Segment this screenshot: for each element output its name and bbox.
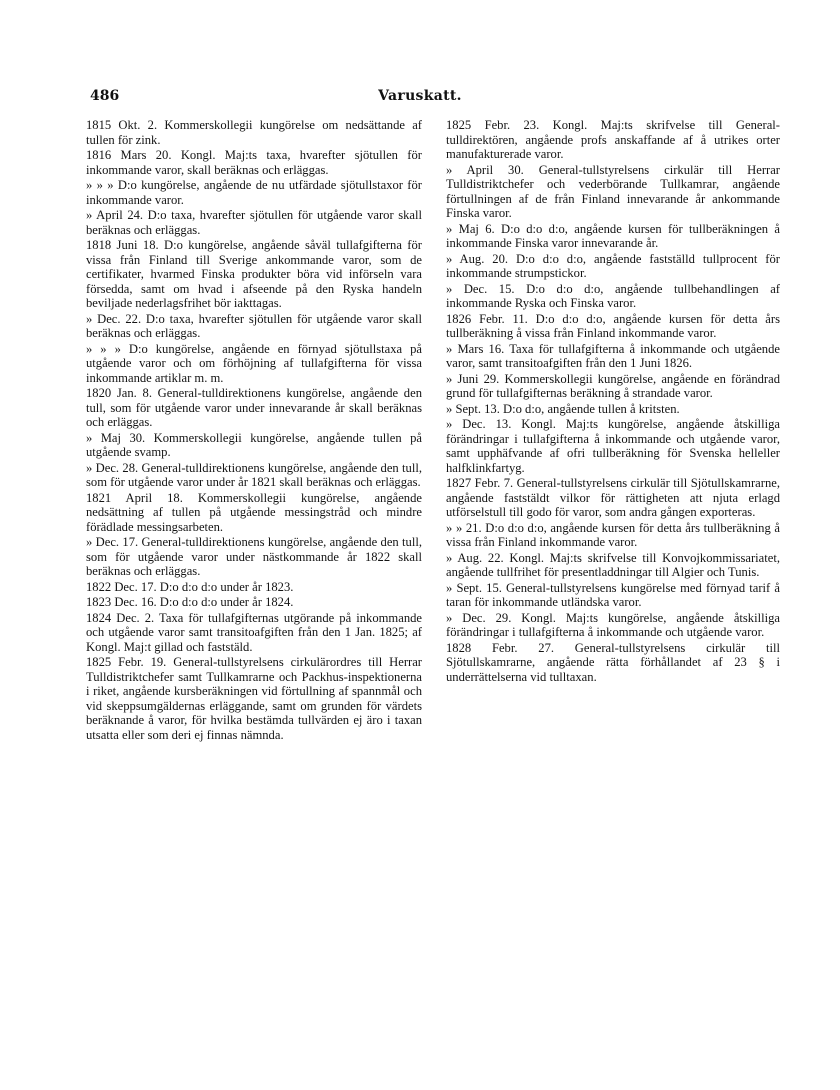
entry: 1824 Dec. 2. Taxa för tullafgifternas utgörande på inkommande och utgående varor samt transitoafgiften från den 1 Jan. 1825; af Kongl. Maj:t gillad och faststäld. <box>86 610 422 654</box>
entry: » Aug. 20. D:o d:o d:o, angående fastställd tullprocent för inkommande strumpstickor. <box>446 251 780 280</box>
entry: » » » D:o kungörelse, angående en förnyad sjötullstaxa på utgående varor och om förhöjning af tullafgifterna för vissa inkommande artiklar m. m. <box>86 341 422 385</box>
entry: » April 30. General-tullstyrelsens cirkulär till Herrar Tulldistriktchefer och vederbörande Tullkamrar, angående förtullningen af de från Finland innevarande år ankommande Finska varor. <box>446 162 780 220</box>
entry: 1827 Febr. 7. General-tullstyrelsens cirkulär till Sjötullskamrarne, angående faststäldt vilkor för rättigheten att njuta erlagd utförselstull till godo för varor, som andra gången exporteras. <box>446 476 780 519</box>
running-title: Varuskatt. <box>378 88 462 104</box>
entry: » Dec. 22. D:o taxa, hvarefter sjötullen för utgående varor skall beräknas och erläggas. <box>86 311 422 340</box>
entry: » Maj 6. D:o d:o d:o, angående kursen för tullberäkningen å inkommande Finska varor innevarande år. <box>446 221 780 250</box>
entry: » Sept. 13. D:o d:o, angående tullen å kritsten. <box>446 401 680 416</box>
left-column <box>86 118 422 743</box>
page-header <box>90 88 750 110</box>
entry: 1822 Dec. 17. D:o d:o d:o under år 1823. <box>86 579 294 594</box>
entry: » Mars 16. Taxa för tullafgifterna å inkommande och utgående varor, samt transitoafgiften från den 1 Juni 1826. <box>446 341 780 370</box>
entry: 1815 Okt. 2. Kommerskollegii kungörelse om nedsättande af tullen för zink. <box>86 118 422 147</box>
entry: » Dec. 28. General-tulldirektionens kungörelse, angående den tull, som för utgående varor under år 1821 skall beräknas och erläggas. <box>86 460 422 489</box>
entry: » Sept. 15. General-tullstyrelsens kungörelse med förnyad tarif å taran för inkommande utländska varor. <box>446 580 780 609</box>
entry: 1816 Mars 20. Kongl. Maj:ts taxa, hvarefter sjötullen för inkommande varor, skall beräknas och erläggas. <box>86 148 422 177</box>
right-column <box>446 118 780 685</box>
entry: 1823 Dec. 16. D:o d:o d:o under år 1824. <box>86 595 294 609</box>
entry: » » » D:o kungörelse, angående de nu utfärdade sjötullstaxor för inkommande varor. <box>86 178 422 207</box>
entry: 1818 Juni 18. D:o kungörelse, angående såväl tullafgifterna för vissa från Finland till Sverige ankommande varor, som de certifikater, hvarmed Finska produkter böra vid införseln vara försedda, samt om hvad i afseende på den Ryska handeln beviljade nederlagsfrihet bör iakttagas. <box>86 238 422 310</box>
entry: 1821 April 18. Kommerskollegii kungörelse, angående nedsättning af tullen på utgående messingstråd och mindre förädlade messingsarbeten. <box>86 490 422 534</box>
entry: » Dec. 15. D:o d:o d:o, angående tullbehandlingen af inkommande Ryska och Finska varor. <box>446 281 780 310</box>
entry: » April 24. D:o taxa, hvarefter sjötullen för utgående varor skall beräknas och erläggas. <box>86 208 422 237</box>
entry: 1826 Febr. 11. D:o d:o d:o, angående kursen för detta års tullberäkning å vissa från Finland inkommande varor. <box>446 311 780 340</box>
entry: » Aug. 22. Kongl. Maj:ts skrifvelse till Konvojkommissariatet, angående tullfrihet för presentladdningar till Algier och Tunis. <box>446 550 780 579</box>
entry: 1825 Febr. 19. General-tullstyrelsens cirkulärordres till Herrar Tulldistriktchefer samt Tullkamrarne och Packhus-inspektionerna i riket, angående kursberäkningen vid förtullning af spannmål och vid skeppsumgäldernas erläggande, samt om grunden för värdets beräknande å varor, för hvilka bestämda tullvärden ej äro i taxan utsatta eller som deri ej finnas nämnda. <box>86 655 422 742</box>
entry: » Dec. 29. Kongl. Maj:ts kungörelse, angående åtskilliga förändringar i tullafgifterna å inkommande och utgående varor. <box>446 610 780 639</box>
entry: » Maj 30. Kommerskollegii kungörelse, angående tullen på utgående svamp. <box>86 430 422 459</box>
entry: » » 21. D:o d:o d:o, angående kursen för detta års tullberäkning å vissa från Finland inkommande varor. <box>446 520 780 549</box>
entry: 1820 Jan. 8. General-tulldirektionens kungörelse, angående den tull, som för utgående varor under innevarande år skall beräknas och erläggas. <box>86 386 422 429</box>
entry: » Juni 29. Kommerskollegii kungörelse, angående en förändrad grund för tullafgifternas beräkning å strandade varor. <box>446 371 780 400</box>
entry: » Dec. 17. General-tulldirektionens kungörelse, angående den tull, som för utgående varor under nästkommande år 1822 skall beräknas och erläggas. <box>86 535 422 578</box>
page-number: 486 <box>90 88 120 104</box>
entry: » Dec. 13. Kongl. Maj:ts kungörelse, angående åtskilliga förändringar i tullafgifterna å inkommande och utgående varor, samt upphäfvande af ofri tullberäkning för Svenska helleller halfklinkfartyg. <box>446 417 780 475</box>
entry: 1825 Febr. 23. Kongl. Maj:ts skrifvelse till General-tulldirektören, angående profs anskaffande af å utrikes orter manufakturerade varor. <box>446 118 780 161</box>
entry: 1828 Febr. 27. General-tullstyrelsens cirkulär till Sjötullskamrarne, angående rätta förhållandet af 23 § i underrättelserna vid tulltaxan. <box>446 640 780 684</box>
